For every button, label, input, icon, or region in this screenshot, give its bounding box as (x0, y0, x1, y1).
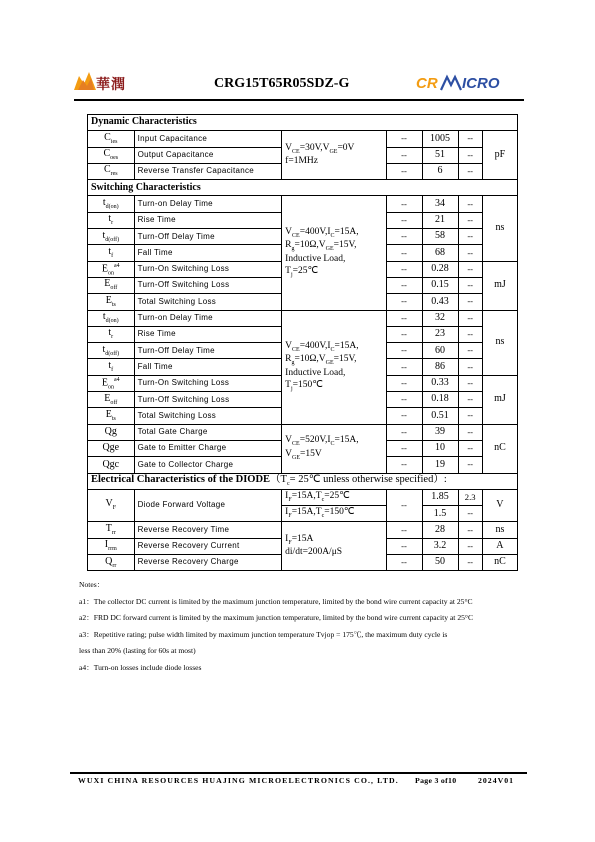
diode-condition-rest: = 25℃ unless otherwise specified）: (289, 474, 447, 486)
symbol-cell-sub: r (111, 334, 114, 341)
cr-logo (74, 70, 144, 96)
switching-150c-row (88, 310, 518, 326)
parameter-cell: Rise Time (134, 326, 282, 342)
condition-cell-sub: F (288, 496, 292, 503)
min-cell: -- (386, 392, 422, 408)
max-cell: -- (458, 196, 482, 212)
note-a1: a1：The collector DC current is limited by the maximum junction temperature, limited by the bond wire current capacity at 25°C (79, 596, 473, 606)
max-cell: -- (458, 277, 482, 293)
condition-cell-sub: CE (292, 346, 300, 353)
symbol-cell: Qge (88, 440, 135, 456)
symbol-cell: $C_{oes}$ (88, 147, 135, 163)
header-rule (74, 99, 524, 101)
symbol-cell: Qg (88, 424, 135, 440)
symbol-cell-sub: d(off) (105, 350, 120, 357)
characteristics-table (87, 114, 518, 571)
symbol-cell-sub: d(on) (105, 203, 119, 210)
part-number-title: CRG15T65R05SDZ-G (214, 76, 350, 91)
max-cell: -- (458, 538, 482, 554)
symbol-cell: $E_{on}^{a4}$ (88, 375, 135, 391)
parameter-cell: Turn-Off Switching Loss (134, 277, 282, 293)
symbol-cell: $t_{d(off)}$ (88, 229, 135, 245)
condition-cell-sub: j (290, 385, 293, 392)
condition-cell: $V_{CE}=400V,I_C=15A$, $R_g=10\Omega,V_{GE}=15V$, Inductive Load, $T_j=150℃$ (282, 310, 386, 424)
typ-cell: 3.2 (422, 538, 458, 554)
symbol-cell-sub: rr (112, 562, 117, 569)
switching-25c-row (88, 196, 518, 212)
unit-cell: V (482, 489, 517, 522)
typ-cell: 28 (422, 522, 458, 538)
typ-cell: 1.5 (422, 506, 458, 522)
typ-cell: 6 (422, 163, 458, 179)
min-cell: -- (386, 294, 422, 310)
max-cell: -- (458, 375, 482, 391)
unit-cell: A (482, 538, 517, 554)
min-cell: -- (386, 277, 422, 293)
parameter-cell: Turn-Off Switching Loss (134, 392, 282, 408)
diode-condition: （T (270, 474, 287, 486)
section-diode-label (88, 473, 518, 489)
condition-cell-sub: C (330, 346, 335, 353)
typ-cell: 0.33 (422, 375, 458, 391)
min-cell: -- (386, 163, 422, 179)
parameter-cell: Fall Time (134, 359, 282, 375)
max-cell: -- (458, 212, 482, 228)
symbol-cell-sub: F (112, 505, 117, 512)
condition-cell-sub: j (290, 271, 293, 278)
parameter-cell: Output Capacitance (134, 147, 282, 163)
symbol-cell: $I_{rrm}$ (88, 538, 135, 554)
condition-cell-sub: F (288, 512, 292, 519)
typ-cell: 21 (422, 212, 458, 228)
diode-condition-sub: c (286, 481, 290, 488)
condition-cell: $V_{CE}=400V,I_C=15A$, $R_g=10\Omega,V_{GE}=15V$, Inductive Load, $T_j=25℃$ (282, 196, 386, 310)
condition-cell-sub: c (321, 496, 325, 503)
min-cell: -- (386, 310, 422, 326)
symbol-cell-sub: ts (111, 415, 116, 422)
svg-text:CR: CR (416, 75, 438, 92)
symbol-cell: $V_F$ (88, 489, 135, 522)
symbol-cell: $Q_{rr}$ (88, 555, 135, 571)
unit-cell: pF (482, 131, 517, 180)
condition-cell-sub: GE (329, 148, 338, 155)
symbol-cell: $T_{rr}$ (88, 522, 135, 538)
gate-charge-row (88, 424, 518, 440)
symbol-cell: Qgc (88, 457, 135, 473)
parameter-cell: Input Capacitance (134, 131, 282, 147)
symbol-cell-sub: off (110, 285, 118, 292)
diode-word: DIODE (235, 474, 271, 486)
condition-cell: $I_F=15A$ di/dt=200A/μS (282, 522, 386, 571)
max-cell: -- (458, 294, 482, 310)
unit-cell: ns (482, 310, 517, 375)
max-cell: -- (458, 506, 482, 522)
condition-cell-sub: CE (292, 232, 300, 239)
typ-cell: 39 (422, 424, 458, 440)
symbol-cell: $E_{off}$ (88, 277, 135, 293)
typ-cell: 86 (422, 359, 458, 375)
parameter-cell: Turn-On Switching Loss (134, 375, 282, 391)
condition-cell: $V_{CE}=30V,V_{GE}=0V$ f=1MHz (282, 131, 386, 180)
symbol-cell: $E_{ts}$ (88, 294, 135, 310)
symbol-cell-sub: res (110, 171, 118, 178)
min-cell: -- (386, 489, 422, 522)
min-cell: -- (386, 261, 422, 277)
parameter-cell: Turn-Off Delay Time (134, 229, 282, 245)
condition-cell-sub: CE (292, 441, 300, 448)
max-cell: -- (458, 229, 482, 245)
typ-cell: 50 (422, 555, 458, 571)
symbol-cell: $E_{ts}$ (88, 408, 135, 424)
notes-title: Notes： (79, 580, 105, 589)
condition-cell-sub: g (291, 360, 295, 367)
section-diode (88, 473, 518, 489)
symbol-cell: $E_{on}^{a4}$ (88, 261, 135, 277)
condition-cell-sub: GE (292, 454, 301, 461)
diode-recovery-row (88, 522, 518, 538)
min-cell: -- (386, 359, 422, 375)
min-cell: -- (386, 522, 422, 538)
condition-cell-sub: C (330, 232, 335, 239)
section-switching-label: Switching Characteristics (88, 180, 518, 196)
min-cell: -- (386, 196, 422, 212)
symbol-cell: $t_f$ (88, 359, 135, 375)
diode-vf-row (88, 489, 518, 505)
svg-text:ICRO: ICRO (462, 75, 500, 92)
page-footer (78, 776, 538, 785)
min-cell: -- (386, 326, 422, 342)
condition-cell-sub: GE (325, 360, 334, 367)
crmicro-logo-icon (414, 71, 514, 95)
max-cell: -- (458, 392, 482, 408)
note-a3-cont: less than 20% (lasting for 60s at most) (79, 646, 196, 655)
parameter-cell: Turn-Off Delay Time (134, 343, 282, 359)
max-cell: -- (458, 359, 482, 375)
min-cell: -- (386, 147, 422, 163)
parameter-cell: Gate to Collector Charge (134, 457, 282, 473)
condition-cell-sub: F (288, 539, 292, 546)
min-cell: -- (386, 212, 422, 228)
parameter-cell: Turn-On Switching Loss (134, 261, 282, 277)
symbol-cell-sub: on (108, 383, 114, 390)
footer-company: WUXI CHINA RESOURCES HUAJING MICROELECTRONICS CO., LTD. (78, 776, 399, 785)
typ-cell: 19 (422, 457, 458, 473)
max-cell: -- (458, 261, 482, 277)
min-cell: -- (386, 245, 422, 261)
unit-cell: ns (482, 522, 517, 538)
max-cell: -- (458, 408, 482, 424)
symbol-cell: $t_r$ (88, 212, 135, 228)
unit-cell: mJ (482, 261, 517, 310)
condition-cell: $V_{CE}=520V,I_C=15A$, $V_{GE}=15V$ (282, 424, 386, 473)
crmicro-logo (414, 71, 514, 97)
symbol-cell: $E_{off}$ (88, 392, 135, 408)
typ-cell: 34 (422, 196, 458, 212)
parameter-cell: Rise Time (134, 212, 282, 228)
min-cell: -- (386, 457, 422, 473)
min-cell: -- (386, 343, 422, 359)
parameter-cell: Turn-on Delay Time (134, 310, 282, 326)
max-cell: -- (458, 424, 482, 440)
max-cell: -- (458, 343, 482, 359)
typ-cell: 0.28 (422, 261, 458, 277)
dynamic-row (88, 131, 518, 147)
unit-cell: nC (482, 424, 517, 473)
parameter-cell: Reverse Transfer Capacitance (134, 163, 282, 179)
cr-logo-mark-icon (74, 70, 96, 92)
parameter-cell: Turn-on Delay Time (134, 196, 282, 212)
max-cell: -- (458, 163, 482, 179)
parameter-cell: Fall Time (134, 245, 282, 261)
typ-cell: 23 (422, 326, 458, 342)
note-a3: a3：Repetitive rating; pulse width limited by maximum junction temperature Tvjop = 175℃, the maximum duty cycle is (79, 629, 448, 639)
footer-version: 2024V01 (478, 776, 515, 785)
typ-cell: 58 (422, 229, 458, 245)
min-cell: -- (386, 440, 422, 456)
max-cell: -- (458, 555, 482, 571)
unit-cell: ns (482, 196, 517, 261)
symbol-cell-sub: d(off) (105, 236, 120, 243)
typ-cell: 1.85 (422, 489, 458, 505)
condition-cell-sub: c (321, 512, 325, 519)
symbol-cell-sub: f (111, 366, 114, 373)
parameter-cell: Reverse Recovery Time (134, 522, 282, 538)
max-cell: -- (458, 245, 482, 261)
typ-cell: 60 (422, 343, 458, 359)
symbol-cell-sub: rr (111, 529, 116, 536)
symbol-cell: $t_f$ (88, 245, 135, 261)
symbol-cell: $t_{d(on)}$ (88, 310, 135, 326)
max-cell: -- (458, 440, 482, 456)
condition-cell: $I_F=15A,T_c=150℃$ (282, 506, 386, 522)
notes (79, 577, 529, 676)
condition-cell-sub: GE (325, 246, 334, 253)
parameter-cell: Reverse Recovery Current (134, 538, 282, 554)
min-cell: -- (386, 538, 422, 554)
typ-cell: 0.18 (422, 392, 458, 408)
typ-cell: 68 (422, 245, 458, 261)
symbol-cell-sub: ts (111, 301, 116, 308)
symbol-cell-sup: a4 (114, 262, 120, 269)
symbol-cell-sup: a4 (114, 376, 120, 383)
condition-cell-sub: C (330, 441, 335, 448)
min-cell: -- (386, 555, 422, 571)
symbol-cell-sub: ies (110, 138, 118, 145)
symbol-cell-sub: f (111, 252, 114, 259)
max-cell: -- (458, 147, 482, 163)
unit-cell: mJ (482, 375, 517, 424)
parameter-cell: Gate to Emitter Charge (134, 440, 282, 456)
min-cell: -- (386, 408, 422, 424)
symbol-cell-sub: off (110, 399, 118, 406)
condition-cell-sub: CE (292, 148, 300, 155)
condition-cell: $I_F=15A,T_c=25℃$ (282, 489, 386, 505)
symbol-cell: $t_r$ (88, 326, 135, 342)
unit-cell: nC (482, 555, 517, 571)
min-cell: -- (386, 229, 422, 245)
section-dynamic: Dynamic Characteristics (88, 115, 518, 131)
parameter-cell: Total Switching Loss (134, 408, 282, 424)
symbol-cell-sub: oes (110, 155, 119, 162)
page-header (74, 66, 524, 96)
note-a4: a4：Turn-on losses include diode losses (79, 662, 202, 672)
symbol-cell: $C_{ies}$ (88, 131, 135, 147)
symbol-cell: $C_{res}$ (88, 163, 135, 179)
symbol-cell-sub: r (111, 220, 114, 227)
parameter-cell: Diode Forward Voltage (134, 489, 282, 522)
max-cell: -- (458, 326, 482, 342)
min-cell: -- (386, 131, 422, 147)
symbol-cell: $t_{d(on)}$ (88, 196, 135, 212)
typ-cell: 10 (422, 440, 458, 456)
parameter-cell: Total Switching Loss (134, 294, 282, 310)
symbol-cell-sub: on (108, 269, 114, 276)
min-cell: -- (386, 424, 422, 440)
parameter-cell: Total Gate Charge (134, 424, 282, 440)
condition-cell-sub: g (291, 246, 295, 253)
symbol-cell-sub: d(on) (105, 318, 119, 325)
parameter-cell: Reverse Recovery Charge (134, 555, 282, 571)
typ-cell: 1005 (422, 131, 458, 147)
symbol-cell-sub: rrm (108, 546, 117, 553)
typ-cell: 0.43 (422, 294, 458, 310)
max-cell: 2.3 (458, 489, 482, 505)
max-cell: -- (458, 522, 482, 538)
symbol-cell: $t_{d(off)}$ (88, 343, 135, 359)
typ-cell: 51 (422, 147, 458, 163)
max-cell: -- (458, 131, 482, 147)
footer-page-number: Page 3 of10 (415, 776, 457, 785)
note-a2: a2：FRD DC forward current is limited by the maximum junction temperature, limited by the bond wire current capacity at 25°C (79, 613, 474, 622)
min-cell: -- (386, 375, 422, 391)
section-switching (88, 180, 518, 196)
typ-cell: 0.51 (422, 408, 458, 424)
max-cell: -- (458, 457, 482, 473)
typ-cell: 0.15 (422, 277, 458, 293)
typ-cell: 32 (422, 310, 458, 326)
max-cell: -- (458, 310, 482, 326)
diode-title: Electrical Characteristics of the (91, 474, 236, 486)
cr-logo-text: 華潤 (96, 77, 126, 93)
footer-rule (70, 772, 527, 774)
